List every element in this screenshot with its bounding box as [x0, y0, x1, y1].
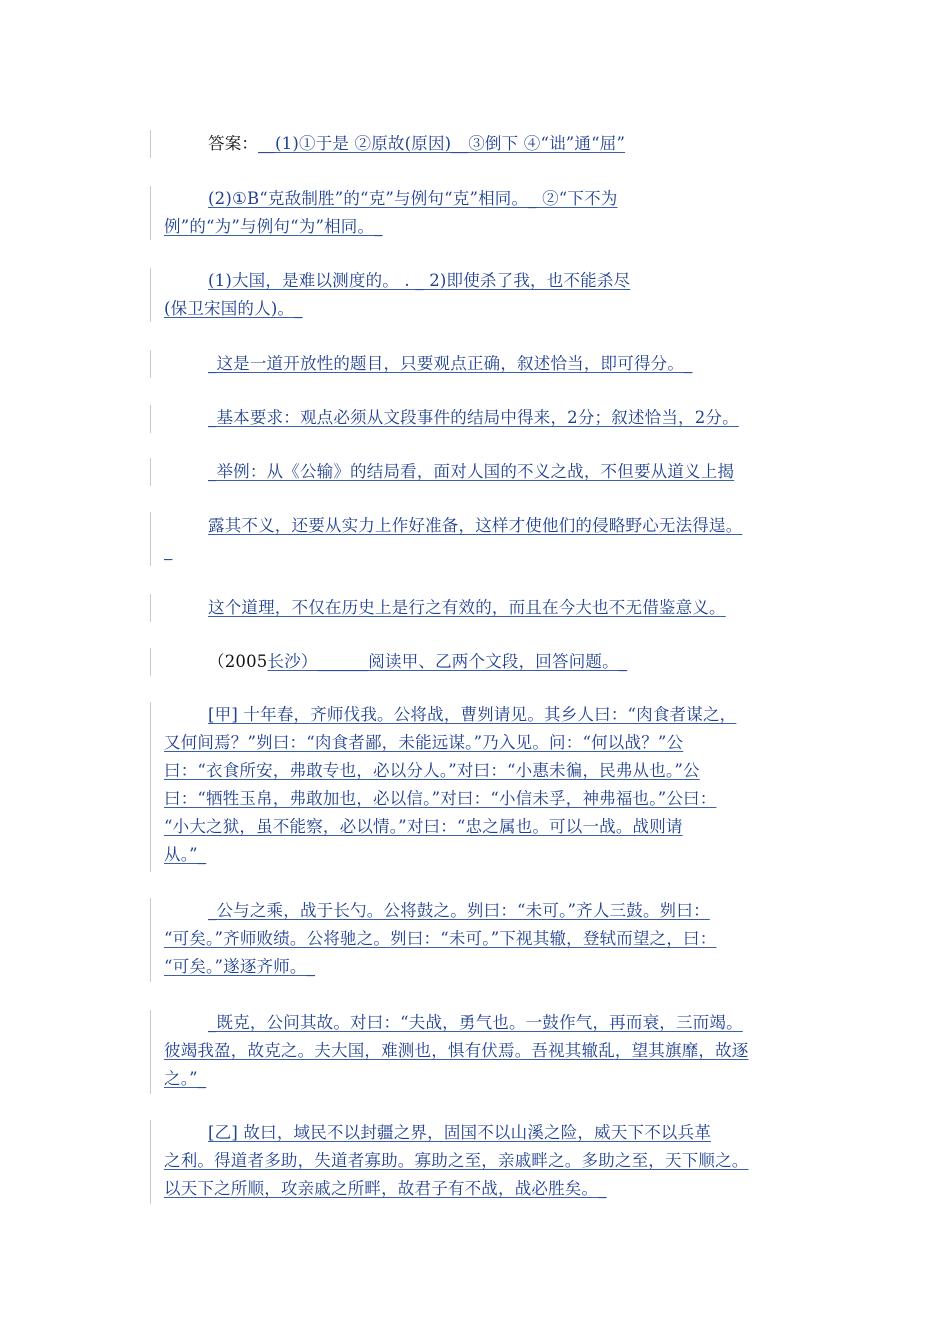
passage-jia-paragraph-1 — [150, 700, 810, 874]
margin-bar — [150, 186, 151, 240]
margin-bar — [150, 648, 151, 676]
answer-paragraph-3 — [150, 266, 810, 324]
answer-text: __(1)①于是 ②原故(原因)__③倒下 ④“诎”通“屈” — [258, 134, 626, 153]
passage-line: 以天下之所顺，攻亲戚之所畔，故君子有不战，战必胜矣。_ — [164, 1179, 607, 1198]
passage-line: “小大之狱，虽不能察，必以情。”对曰：“忠之属也。可以一战。战则请 — [164, 817, 683, 836]
answer-paragraph-8 — [150, 592, 810, 624]
passage-yi — [150, 1118, 810, 1206]
passage-jia-paragraph-2 — [150, 896, 810, 984]
answer-line: (2)①B“克敌制胜”的“克”与例句“克”相同。_ ②“下不为 — [208, 189, 618, 208]
answer-paragraph-2 — [150, 184, 810, 242]
passage-line: “可矣。”齐师败绩。公将驰之。刿曰：“未可。”下视其辙，登轼而望之，曰： — [164, 929, 717, 948]
passage-line: 之。”_ — [164, 1069, 207, 1088]
passage-line: _既克，公问其故。对曰：“夫战，勇气也。一鼓作气，再而衰，三而竭。 — [208, 1013, 743, 1032]
answer-line: 露其不义，还要从实力上作好准备，这样才使他们的侵略野心无法得逞。 — [208, 516, 743, 535]
answer-line: _这是一道开放性的题目，只要观点正确，叙述恰当，即可得分。_ — [208, 354, 693, 373]
margin-bar — [150, 458, 151, 486]
passage-line: 曰：“衣食所安，弗敢专也，必以分人。”对曰：“小惠未徧，民弗从也。”公 — [164, 761, 700, 780]
question-source-year: （2005 — [208, 652, 268, 671]
answer-paragraph-6 — [150, 456, 810, 488]
answer-line: _基本要求：观点必须从文段事件的结局中得来，2分；叙述恰当，2分。 — [208, 408, 739, 427]
margin-bar — [150, 512, 151, 566]
answer-line: (保卫宋国的人)。_ — [164, 299, 303, 318]
answer-paragraph-4 — [150, 348, 810, 380]
passage-jia-paragraph-3 — [150, 1008, 810, 1096]
question-instruction: ______阅读甲、乙两个文段，回答问题。_ — [317, 652, 628, 671]
margin-bar — [150, 1010, 151, 1094]
margin-bar — [150, 1120, 151, 1204]
margin-bar — [150, 898, 151, 982]
answer-line: (1)大国，是难以测度的。 . _ 2)即使杀了我，也不能杀尽 — [208, 271, 631, 290]
answer-line: _ — [164, 541, 173, 560]
passage-line: _公与之乘，战于长勺。公将鼓之。刿曰：“未可。”齐人三鼓。刿曰： — [208, 901, 710, 920]
answer-line: _举例：从《公输》的结局看，面对人国的不义之战，不但要从道义上揭 — [208, 462, 735, 481]
answer-paragraph-1 — [150, 128, 810, 160]
question-prompt — [150, 646, 810, 678]
question-source-city: 长沙） — [267, 652, 318, 671]
passage-line: 又何间焉？”刿曰：“肉食者鄙，未能远谋。”乃入见。问：“何以战？”公 — [164, 733, 684, 752]
margin-bar — [150, 702, 151, 872]
answer-line: 这个道理，不仅在历史上是行之有效的，而且在今大也不无借鉴意义。 — [208, 598, 726, 617]
passage-line: 曰：“牺牲玉帛，弗敢加也，必以信。”对曰：“小信未孚，神弗福也。”公曰： — [164, 789, 717, 808]
answer-label: 答案： — [208, 134, 259, 153]
passage-line: 之利。得道者多助，失道者寡助。寡助之至，亲戚畔之。多助之至，天下顺之。 — [164, 1151, 749, 1170]
margin-bar — [150, 268, 151, 322]
margin-bar — [150, 130, 151, 158]
passage-line: “可矣。”遂逐齐师。_ — [164, 957, 316, 976]
passage-line: [乙] 故曰，域民不以封疆之界，固国不以山溪之险，威天下不以兵革 — [208, 1123, 712, 1142]
passage-line: 从。”_ — [164, 845, 207, 864]
margin-bar — [150, 350, 151, 378]
answer-paragraph-5 — [150, 403, 810, 435]
answer-paragraph-7 — [150, 510, 810, 568]
answer-line: 例”的“为”与例句“为”相同。_ — [164, 217, 383, 236]
passage-line: [甲] 十年春，齐师伐我。公将战，曹刿请见。其乡人曰：“肉食者谋之， — [208, 705, 737, 724]
margin-bar — [150, 594, 151, 622]
margin-bar — [150, 405, 151, 433]
passage-line: 彼竭我盈，故克之。夫大国，难测也，惧有伏焉。吾视其辙乱，望其旗靡，故逐 — [164, 1041, 749, 1060]
